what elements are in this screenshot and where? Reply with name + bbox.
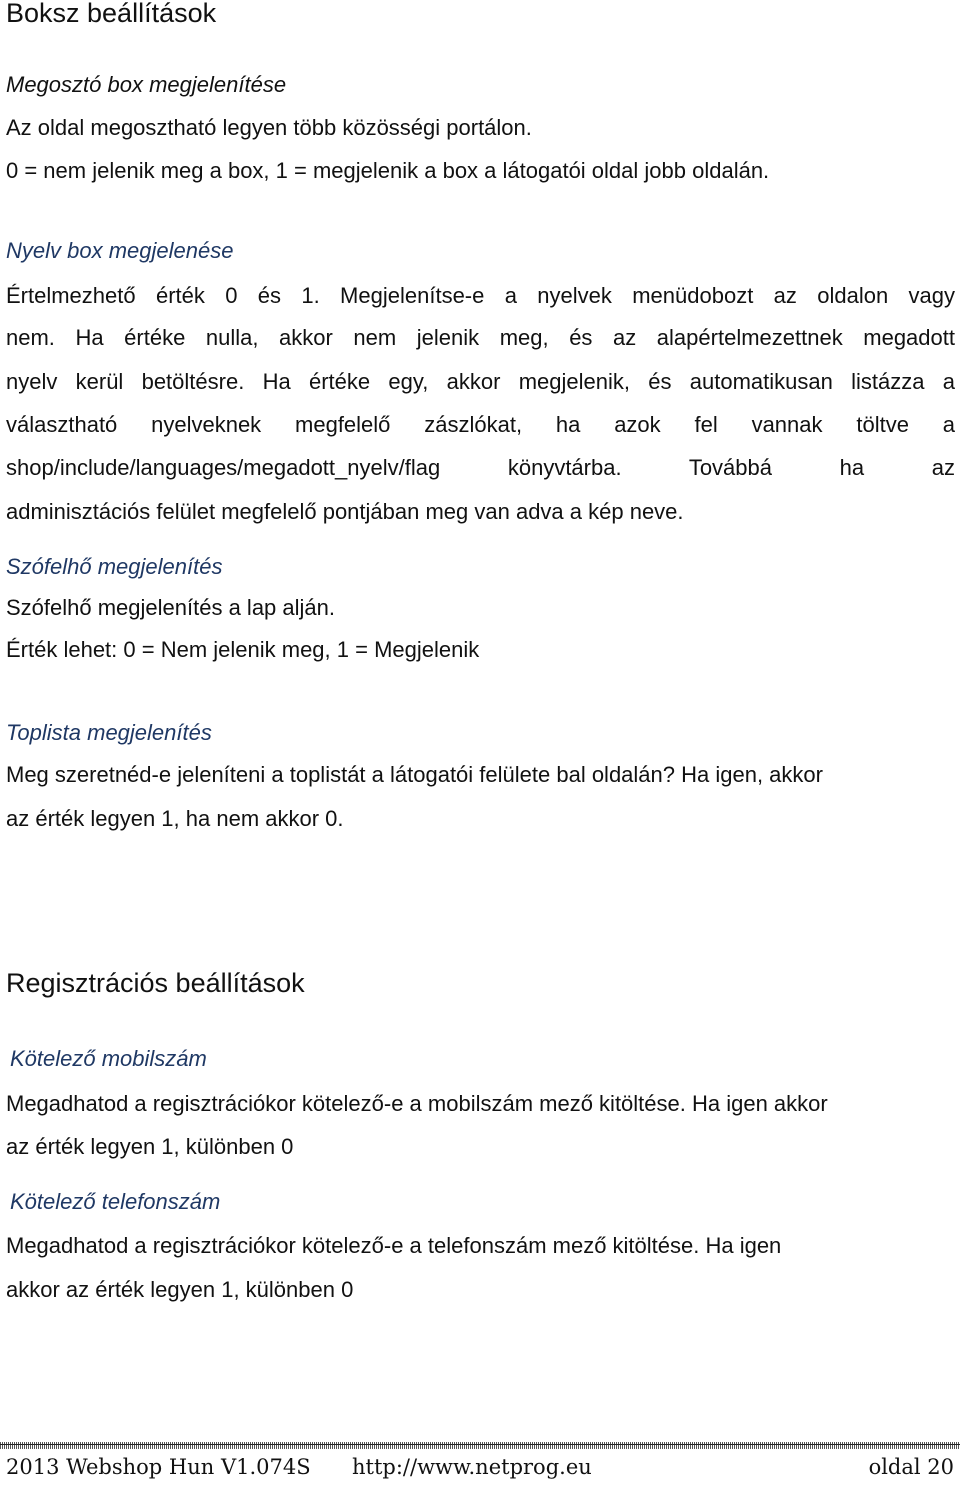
word-cloud-heading: Szófelhő megjelenítés xyxy=(6,554,223,579)
share-box-heading: Megosztó box megjelenítése xyxy=(6,72,287,97)
footer-url: http://www.netprog.eu xyxy=(352,1455,592,1479)
language-box-text-1: Értelmezhető érték 0 és 1. Megjelenítse-e a nyelvek menüdobozt az oldalon vagy xyxy=(6,283,955,308)
registration-settings-title: Regisztrációs beállítások xyxy=(6,968,305,998)
language-box-text-6: adminisztációs felület megfelelő pontjában meg van adva a kép neve. xyxy=(6,499,684,524)
required-phone-text-1: Megadhatod a regisztrációkor kötelező-e a telefonszám mező kitöltése. Ha igen xyxy=(6,1233,782,1258)
toplist-text-1: Meg szeretnéd-e jeleníteni a toplistát a látogatói felülete bal oldalán? Ha igen, akkor xyxy=(6,762,823,787)
language-box-text-5: shop/include/languages/megadott_nyelv/flag könyvtárba. Továbbá ha az xyxy=(6,455,955,480)
required-phone-heading: Kötelező telefonszám xyxy=(10,1189,221,1214)
footer-page-number: oldal 20 xyxy=(868,1455,954,1479)
required-mobile-text-1: Megadhatod a regisztrációkor kötelező-e a mobilszám mező kitöltése. Ha igen akkor xyxy=(6,1091,828,1116)
footer-version: 2013 Webshop Hun V1.074S xyxy=(6,1455,311,1479)
language-box-heading: Nyelv box megjelenése xyxy=(6,238,234,263)
share-box-text-2: 0 = nem jelenik meg a box, 1 = megjelenik a box a látogatói oldal jobb oldalán. xyxy=(6,158,770,183)
box-settings-title: Boksz beállítások xyxy=(6,0,217,28)
toplist-heading: Toplista megjelenítés xyxy=(6,720,212,745)
required-mobile-heading: Kötelező mobilszám xyxy=(10,1046,207,1071)
required-mobile-text-2: az érték legyen 1, különben 0 xyxy=(6,1134,294,1159)
toplist-text-2: az érték legyen 1, ha nem akkor 0. xyxy=(6,806,344,831)
word-cloud-text-1: Szófelhő megjelenítés a lap alján. xyxy=(6,595,335,620)
share-box-text-1: Az oldal megosztható legyen több közösségi portálon. xyxy=(6,115,532,140)
language-box-text-3: nyelv kerül betöltésre. Ha értéke egy, akkor megjelenik, és automatikusan listázza a xyxy=(6,369,955,394)
language-box-text-4: választható nyelveknek megfelelő zászlókat, ha azok fel vannak töltve a xyxy=(6,412,955,437)
footer-divider xyxy=(0,1442,960,1449)
word-cloud-text-2: Érték lehet: 0 = Nem jelenik meg, 1 = Megjelenik xyxy=(6,637,480,662)
required-phone-text-2: akkor az érték legyen 1, különben 0 xyxy=(6,1277,354,1302)
language-box-text-2: nem. Ha értéke nulla, akkor nem jelenik meg, és az alapértelmezettnek megadott xyxy=(6,325,955,350)
